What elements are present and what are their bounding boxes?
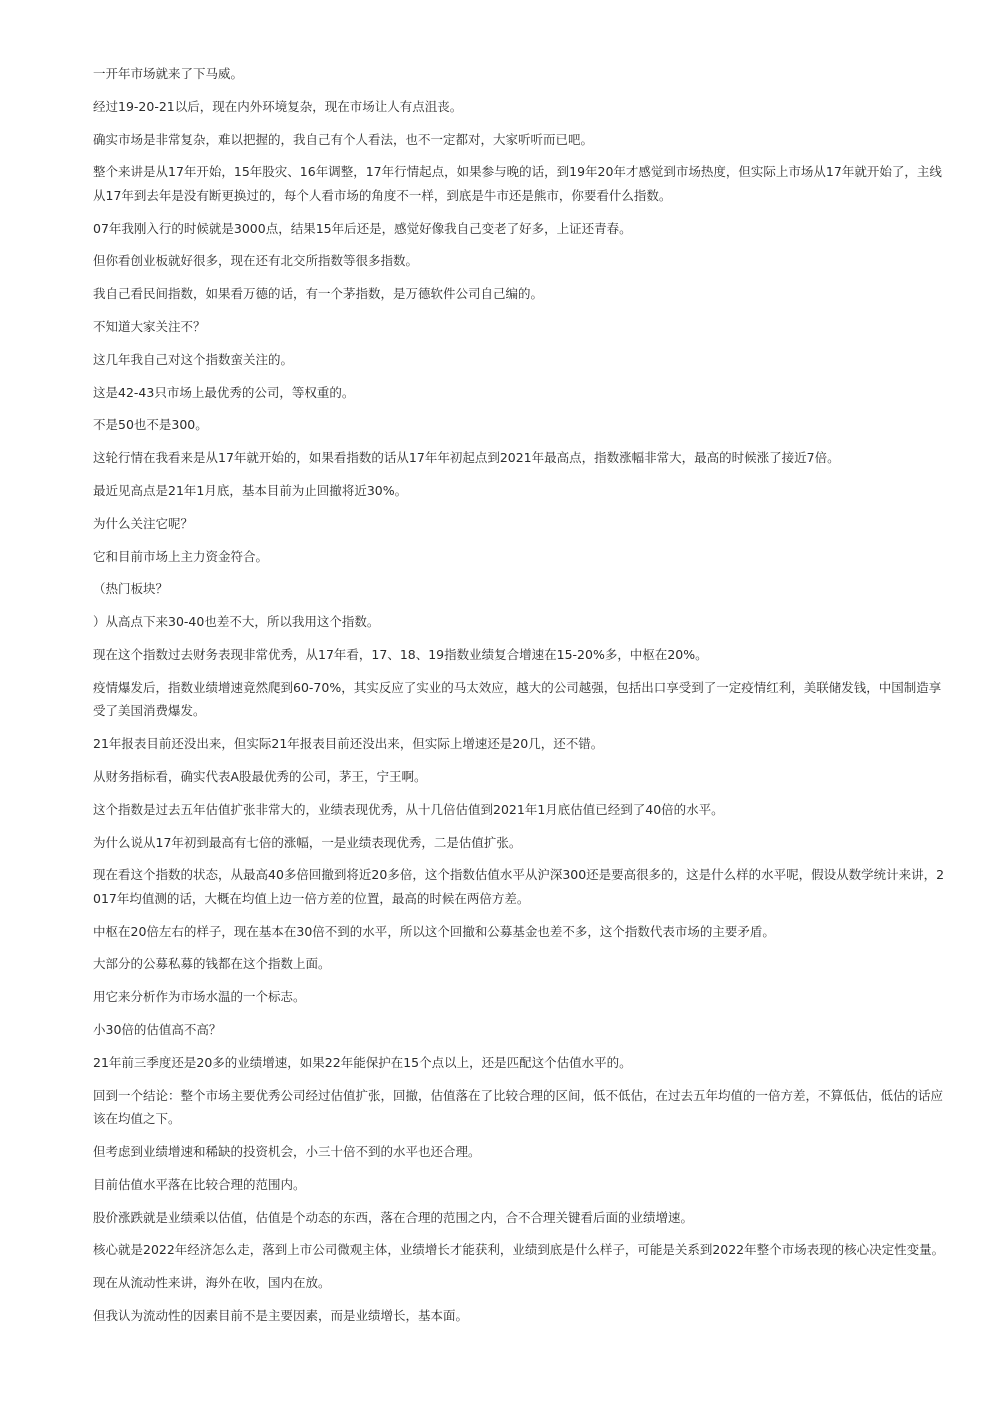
paragraph-24: 现在看这个指数的状态，从最高40多倍回撤到将近20多倍，这个指数估值水平从沪深300还是要高很多的，这是什么样的水平呢，假设从数学统计来讲，2017年均值测的话，大概在均值上边一倍方差的位置，最高的时候在两倍方差。 [93, 867, 945, 906]
paragraph-17: ）从高点下来30-40也差不大，所以我用这个指数。 [93, 614, 380, 630]
paragraph-13: 最近见高点是21年1月底，基本目前为止回撤将近30%。 [93, 483, 408, 499]
paragraph-3: 确实市场是非常复杂，难以把握的，我自己有个人看法，也不一定都对，大家听听而已吧。 [93, 131, 594, 147]
paragraph-21: 从财务指标看，确实代表A股最优秀的公司，茅王，宁王啊。 [93, 768, 427, 784]
paragraph-25: 中枢在20倍左右的样子，现在基本在30倍不到的水平，所以这个回撤和公募基金也差不多，这个指数代表市场的主要矛盾。 [93, 923, 775, 939]
paragraph-12: 这轮行情在我看来是从17年就开始的，如果看指数的话从17年年初起点到2021年最高点，指数涨幅非常大，最高的时候涨了接近7倍。 [93, 450, 840, 466]
paragraph-27: 用它来分析作为市场水温的一个标志。 [93, 989, 306, 1005]
paragraph-32: 目前估值水平落在比较合理的范围内。 [93, 1176, 306, 1192]
paragraph-1: 一开年市场就来了下马威。 [93, 66, 244, 81]
paragraph-8: 不知道大家关注不？ [93, 319, 206, 335]
paragraph-23: 为什么说从17年初到最高有七倍的涨幅，一是业绩表现优秀，二是估值扩张。 [93, 834, 522, 850]
paragraph-36: 但我认为流动性的因素目前不是主要因素，而是业绩增长，基本面。 [93, 1307, 469, 1323]
paragraph-29: 21年前三季度还是20多的业绩增速，如果22年能保护在15个点以上，还是匹配这个估值水平的。 [93, 1054, 632, 1070]
document-body [93, 62, 945, 1337]
paragraph-9: 这几年我自己对这个指数蛮关注的。 [93, 351, 294, 367]
paragraph-6: 但你看创业板就好很多，现在还有北交所指数等很多指数。 [93, 253, 419, 269]
paragraph-4: 整个来讲是从17年开始，15年股灾、16年调整，17年行情起点，如果参与晚的话，到19年20年才感觉到市场热度，但实际上市场从17年就开始了，主线从17年到去年是没有断更换过的，每个人看市场的角度不一样，到底是牛市还是熊市，你要看什么指数。 [93, 164, 942, 203]
paragraph-35: 现在从流动性来讲，海外在收，国内在放。 [93, 1275, 331, 1291]
paragraph-30: 回到一个结论：整个市场主要优秀公司经过估值扩张，回撤，估值落在了比较合理的区间，低不低估，在过去五年均值的一倍方差，不算低估，低估的话应该在均值之下。 [93, 1087, 944, 1127]
paragraph-2: 经过19-20-21以后，现在内外环境复杂，现在市场让人有点沮丧。 [93, 98, 463, 114]
paragraph-16: （热门板块？ [93, 581, 169, 597]
paragraph-33: 股价涨跌就是业绩乘以估值，估值是个动态的东西，落在合理的范围之内，合不合理关键看后面的业绩增速。 [93, 1209, 694, 1225]
paragraph-20: 21年报表目前还没出来，但实际21年报表目前还没出来，但实际上增速还是20几，还不错。 [93, 736, 604, 752]
paragraph-15: 它和目前市场上主力资金符合。 [93, 548, 269, 564]
paragraph-34: 核心就是2022年经济怎么走，落到上市公司微观主体，业绩增长才能获利，业绩到底是什么样子，可能是关系到2022年整个市场表现的核心决定性变量。 [93, 1242, 945, 1258]
paragraph-31: 但考虑到业绩增速和稀缺的投资机会，小三十倍不到的水平也还合理。 [93, 1143, 481, 1159]
paragraph-19: 疫情爆发后，指数业绩增速竟然爬到60-70%，其实反应了实业的马太效应，越大的公司越强，包括出口享受到了一定疫情红利，美联储发钱，中国制造享受了美国消费爆发。 [93, 679, 942, 719]
paragraph-14: 为什么关注它呢？ [93, 515, 194, 531]
paragraph-11: 不是50也不是300。 [93, 417, 208, 433]
paragraph-7: 我自己看民间指数，如果看万德的话，有一个茅指数，是万德软件公司自己编的。 [93, 286, 544, 302]
paragraph-28: 小30倍的估值高不高？ [93, 1022, 222, 1038]
paragraph-18: 现在这个指数过去财务表现非常优秀，从17年看，17、18、19指数业绩复合增速在15-20%多，中枢在20%。 [93, 647, 708, 663]
paragraph-10: 这是42-43只市场上最优秀的公司，等权重的。 [93, 384, 355, 400]
paragraph-22: 这个指数是过去五年估值扩张非常大的，业绩表现优秀，从十几倍估值到2021年1月底估值已经到了40倍的水平。 [93, 801, 724, 817]
paragraph-26: 大部分的公募私募的钱都在这个指数上面。 [93, 956, 331, 972]
paragraph-5: 07年我刚入行的时候就是3000点，结果15年后还是，感觉好像我自己变老了好多，上证还青春。 [93, 220, 632, 236]
